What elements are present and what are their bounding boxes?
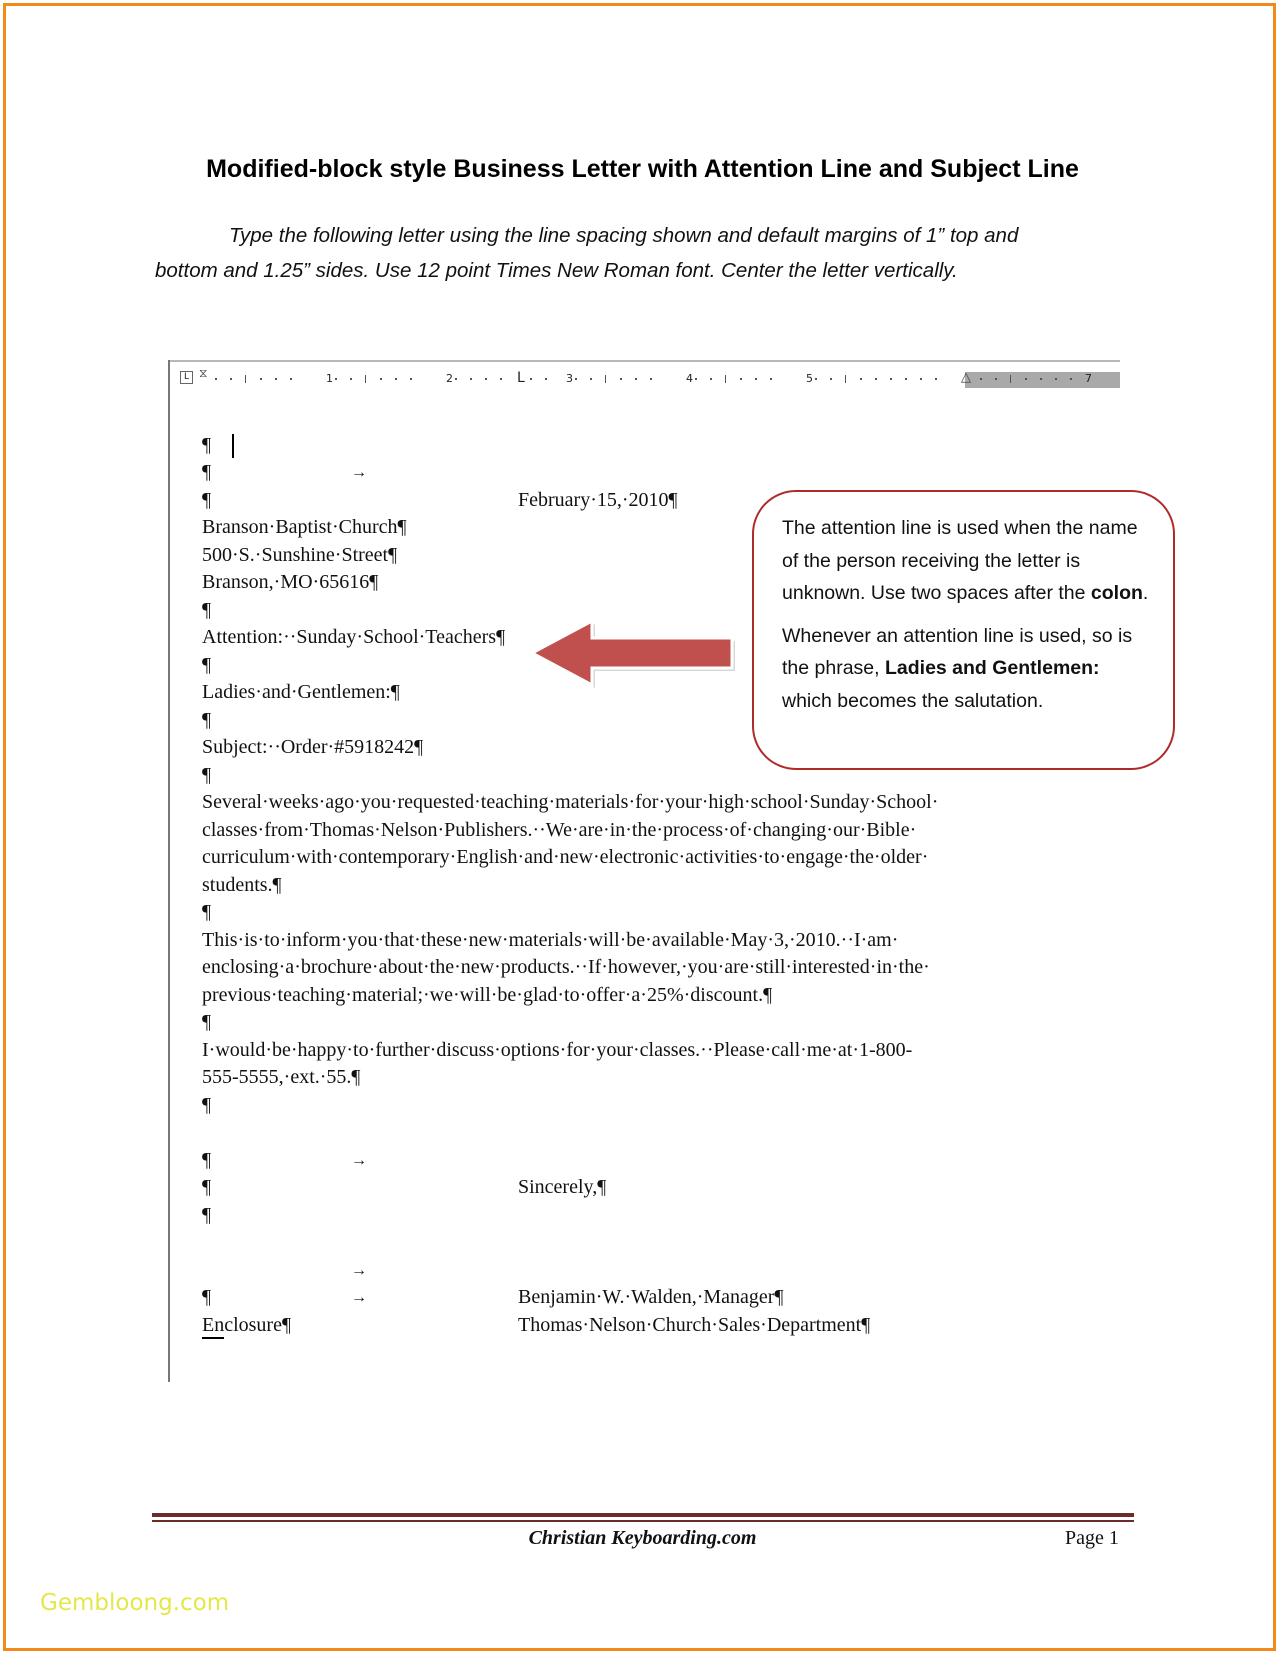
footer-rule (152, 1513, 1134, 1517)
watermark: Gembloong.com (40, 1590, 230, 1616)
ruler-tick (620, 378, 622, 380)
callout-text: . (1142, 582, 1149, 604)
body-line: previous·teaching·material;·we·will·be·glad·to·offer·a·25%·discount.¶ (202, 983, 773, 1006)
callout-bold-text: colon (1090, 582, 1143, 604)
ruler-tick (875, 378, 877, 380)
ruler-number: 2 (446, 372, 453, 385)
body-line: Several·weeks·ago·you·requested·teaching·materials·for·your·high·school·Sunday·School· (202, 791, 939, 813)
instructions-line-1: Type the following letter using the line spacing shown and default margins of 1” top and (229, 224, 1019, 247)
ruler-tick (920, 378, 922, 380)
ruler-tick (485, 378, 487, 380)
callout-text: which becomes the salutation. (782, 689, 1044, 712)
ruler-tick (830, 378, 832, 380)
ruler-tick (380, 378, 382, 380)
paragraph-mark: ¶ (202, 708, 212, 731)
inside-address-line: Branson,·MO·65616¶ (202, 571, 379, 593)
paragraph-mark: ¶ (202, 488, 212, 511)
ruler-tick (860, 378, 862, 380)
ruler-tick (770, 378, 772, 380)
ruler-tick (545, 378, 547, 380)
ruler-tick (1040, 378, 1042, 380)
ruler-tick (725, 375, 726, 383)
complimentary-close: Sincerely,¶ (518, 1176, 607, 1198)
ruler-tick (890, 378, 892, 380)
paragraph-mark: ¶ (202, 1176, 212, 1198)
footer-site-name: Christian Keyboarding.com (528, 1527, 757, 1549)
body-line: enclosing·a·brochure·about·the·new·products.··If·however,·you·are·still·interested·in·the· (202, 956, 930, 978)
paragraph-mark: ¶ (202, 1148, 212, 1171)
ruler-tick (980, 378, 982, 380)
ruler-tick (695, 378, 697, 380)
ruler-number: 3 (566, 372, 573, 385)
ruler-tick (215, 378, 217, 380)
subject-line: Subject:··Order·#5918242¶ (202, 736, 424, 758)
attention-line: Attention:··Sunday·School·Teachers¶ (202, 626, 506, 648)
ruler-tick (935, 378, 937, 380)
ruler-tick (530, 378, 532, 380)
tab-arrow-icon: → (351, 1289, 367, 1306)
body-line: I·would·be·happy·to·further·discuss·options·for·your·classes.··Please·call·me·at·1-800- (202, 1038, 913, 1061)
salutation-line: Ladies·and·Gentlemen:¶ (202, 681, 400, 703)
callout-bold-text: Ladies and Gentlemen: (884, 657, 1100, 679)
instructions (155, 218, 1145, 288)
ruler-tick (1025, 378, 1027, 380)
ruler-tick (365, 375, 366, 383)
ruler-tick (1055, 378, 1057, 380)
body-line: This·is·to·inform·you·that·these·new·materials·will·be·available·May·3,·2010.··I·am· (202, 928, 899, 951)
body-line: 555-5555,·ext.·55.¶ (202, 1066, 361, 1088)
ruler-tick (650, 378, 652, 380)
ruler-tick (245, 375, 246, 383)
signature-line (202, 1229, 938, 1308)
paragraph-mark: ¶ (202, 461, 212, 483)
signer-name: Benjamin·W.·Walden,·Manager¶ (518, 1286, 784, 1308)
ruler-margin-area (965, 372, 1120, 388)
date-line (202, 404, 938, 511)
ruler-tick (755, 378, 757, 380)
ruler-number: 4 (686, 372, 693, 385)
inside-address-line: Branson·Baptist·Church¶ (202, 516, 407, 538)
left-indent-marker-icon[interactable]: ⧖ (199, 366, 208, 380)
callout-arrow-icon (528, 615, 736, 691)
tab-stop-marker[interactable]: L (517, 370, 525, 386)
ruler-tick (710, 378, 712, 380)
ruler-tick (995, 378, 997, 380)
paragraph-mark: ¶ (202, 1286, 212, 1308)
body-line: students.¶ (202, 873, 282, 896)
ruler-tick (290, 378, 292, 380)
footer-rule (152, 1520, 1134, 1522)
tab-arrow-icon: → (351, 1151, 367, 1169)
ruler-tick (350, 378, 352, 380)
callout-paragraph-1 (782, 512, 1151, 610)
paragraph-mark: ¶ (202, 1203, 212, 1226)
paragraph-mark: ¶ (202, 1011, 212, 1033)
paragraph-mark: ¶ (202, 763, 212, 786)
ruler-tick (260, 378, 262, 380)
ruler-tick (275, 378, 277, 380)
right-indent-marker-icon[interactable]: △ (961, 370, 971, 385)
page-title: Modified-block style Business Letter with Attention Line and Subject Line (206, 155, 1079, 183)
body-line: curriculum·with·contemporary·English·and·new·electronic·activities·to·engage·the·older· (202, 846, 929, 868)
ruler-tick (1010, 375, 1011, 383)
ruler-tick (905, 378, 907, 380)
ruler[interactable] (170, 360, 1120, 392)
ruler-tick (395, 378, 397, 380)
attention-line-callout (752, 490, 1175, 770)
ruler-tick (410, 378, 412, 380)
paragraph-mark: ¶ (202, 901, 212, 923)
paragraph-mark: ¶ (202, 653, 212, 676)
ruler-tick (605, 375, 606, 383)
ruler-number: 5 (806, 372, 813, 385)
ruler-tick (740, 378, 742, 380)
ruler-tick (500, 378, 502, 380)
signer-department: Thomas·Nelson·Church·Sales·Department¶ (518, 1313, 871, 1336)
callout-paragraph-2 (782, 620, 1151, 718)
callout-text: The attention line is used when the name of the person receiving the letter is unknown. Use two spaces after the (782, 517, 1138, 604)
paragraph-mark: ¶ (202, 433, 212, 456)
ruler-tick (1070, 378, 1072, 380)
ruler-tick (230, 378, 232, 380)
closing-line (202, 1119, 938, 1198)
ruler-number: 7 (1085, 372, 1092, 385)
ruler-tick (815, 378, 817, 380)
ruler-tick (635, 378, 637, 380)
paragraph-mark: ¶ (202, 598, 212, 621)
ruler-tick (575, 378, 577, 380)
body-line: classes·from·Thomas·Nelson·Publishers.··We·are·in·the·process·of·changing·our·Bible· (202, 818, 917, 841)
letter-date: February·15,·2010¶ (518, 488, 678, 511)
instructions-line-2: bottom and 1.25” sides. Use 12 point Times New Roman font. Center the letter vertically. (155, 259, 958, 282)
callout-text: Whenever an attention line is used, so is the phrase, (782, 624, 1133, 679)
inside-address-line: 500·S.·Sunshine·Street¶ (202, 543, 398, 566)
tab-arrow-icon: → (351, 464, 367, 481)
ruler-tick (845, 375, 846, 383)
paragraph-mark: ¶ (202, 1093, 212, 1116)
ruler-number: 1 (326, 372, 333, 385)
ruler-tick (335, 378, 337, 380)
ruler-tick (470, 378, 472, 380)
tab-selector-icon[interactable]: L (180, 371, 193, 384)
enclosure-line: Enclosure¶ (202, 1313, 292, 1336)
ruler-tick (455, 378, 457, 380)
tab-arrow-icon: → (351, 1261, 367, 1279)
ruler-tick (590, 378, 592, 380)
footer-page-number: Page 1 (1065, 1527, 1119, 1549)
